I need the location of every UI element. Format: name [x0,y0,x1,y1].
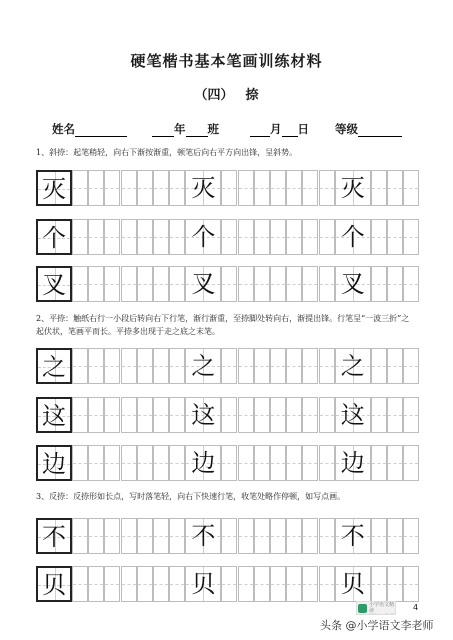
practice-cell [371,397,387,433]
practice-cell [270,219,286,255]
practice-row [36,219,413,255]
practice-cell [137,266,153,302]
model-character: 不 [191,522,216,550]
practice-cell [221,219,237,255]
model-character-box [335,445,371,481]
practice-cell [169,219,185,255]
practice-cell [302,397,318,433]
practice-cell [137,566,153,602]
practice-cell [169,518,185,554]
practice-cell [286,266,302,302]
practice-cell [221,266,237,302]
page-title: 硬笔楷书基本笔画训练材料 [130,52,323,70]
practice-row [36,348,413,384]
practice-cell [387,219,403,255]
practice-cell [169,266,185,302]
practice-cell [72,445,88,481]
subtitle-number: （四） [194,88,234,103]
practice-cell [121,348,137,384]
model-character: 贝 [42,571,66,599]
practice-cell [169,397,185,433]
practice-cell [104,518,120,554]
practice-cell [153,566,169,602]
page-subtitle [0,84,453,103]
model-character: 灭 [340,174,365,202]
practice-cell [221,348,237,384]
year-label: 年 [174,122,186,136]
section-instruction: 3、反捺：反捺形如长点，写时落笔轻，向右下快速行笔，收笔处略作停顿，如写点画。 [36,492,346,501]
practice-cell [121,170,137,206]
practice-cell [387,266,403,302]
practice-cell [121,566,137,602]
practice-cell [137,445,153,481]
watermark-icon [358,604,367,613]
practice-cell [137,348,153,384]
practice-cell [371,445,387,481]
practice-cell [153,518,169,554]
practice-cell [88,170,104,206]
practice-cell [137,518,153,554]
practice-cell [319,518,335,554]
practice-cell [121,518,137,554]
practice-cell [153,348,169,384]
practice-cell [72,566,88,602]
practice-cell [88,518,104,554]
practice-cell [153,266,169,302]
watermark-badge [356,601,396,615]
practice-cell [286,397,302,433]
model-character: 叉 [340,270,365,298]
practice-cell [403,266,419,302]
practice-cell [88,348,104,384]
model-character-box [335,170,371,206]
year-field [152,121,219,137]
model-character-box [185,518,221,554]
practice-cell [403,445,419,481]
practice-cell [254,566,270,602]
section-instruction: 1、斜捺：起笔稍轻，向右下渐按渐重，顿笔后向右平方向出锋，呈斜势。 [36,148,298,157]
grade-field [335,121,402,137]
practice-cell [302,219,318,255]
practice-cell [371,518,387,554]
model-character-box [335,219,371,255]
practice-cell [72,266,88,302]
practice-cell [302,445,318,481]
model-character-box [335,518,371,554]
practice-cell [403,170,419,206]
model-character: 不 [42,523,66,551]
practice-cell [88,266,104,302]
model-character: 个 [42,224,66,252]
practice-cell [254,518,270,554]
model-character: 边 [42,450,66,478]
practice-cell [319,170,335,206]
practice-cell [302,348,318,384]
practice-cell [387,397,403,433]
practice-cell [319,219,335,255]
practice-cell [72,397,88,433]
practice-cell [254,266,270,302]
practice-cell [319,397,335,433]
practice-cell [286,518,302,554]
practice-cell [137,219,153,255]
practice-cell [104,219,120,255]
model-character-box [36,219,72,255]
practice-cell [104,348,120,384]
model-character-box [185,219,221,255]
name-blank [75,123,127,137]
model-character-box [335,266,371,302]
day-blank [282,123,298,137]
practice-cell [371,348,387,384]
practice-cell [88,219,104,255]
page-number: 4 [413,603,419,612]
practice-cell [387,445,403,481]
practice-cell [302,566,318,602]
practice-cell [270,445,286,481]
practice-cell [371,566,387,602]
practice-cell [286,170,302,206]
practice-cell [104,170,120,206]
model-character-box [36,518,72,554]
model-character-box [185,397,221,433]
name-field [52,121,127,137]
model-character: 贝 [191,570,216,598]
month-label: 月 [270,122,282,136]
grade-label: 等级 [335,122,358,136]
practice-cell [319,566,335,602]
practice-cell [403,518,419,554]
model-character-box [36,266,72,302]
practice-cell [238,219,254,255]
practice-cell [221,170,237,206]
watermark-line2 [369,614,395,615]
practice-row [36,170,413,206]
practice-cell [238,266,254,302]
model-character: 之 [191,352,216,380]
model-character-box [185,445,221,481]
model-character: 之 [340,352,365,380]
practice-cell [270,397,286,433]
practice-cell [238,518,254,554]
practice-cell [72,348,88,384]
practice-cell [88,445,104,481]
practice-cell [72,518,88,554]
practice-cell [319,266,335,302]
practice-cell [371,170,387,206]
practice-cell [238,348,254,384]
practice-cell [238,445,254,481]
practice-cell [121,445,137,481]
model-character: 边 [340,449,365,477]
grade-blank [358,123,402,137]
practice-cell [387,518,403,554]
practice-cell [270,348,286,384]
practice-cell [270,566,286,602]
practice-row [36,518,413,554]
practice-row [36,445,413,481]
practice-cell [387,348,403,384]
class-blank [186,123,208,137]
practice-cell [169,170,185,206]
model-character: 之 [42,353,66,381]
model-character-box [335,397,371,433]
source-credit: 头条 @小学语文李老师 [320,619,434,632]
practice-cell [88,566,104,602]
practice-cell [104,566,120,602]
practice-cell [254,397,270,433]
practice-cell [221,445,237,481]
practice-cell [137,170,153,206]
practice-cell [254,445,270,481]
practice-cell [286,348,302,384]
practice-cell [302,170,318,206]
model-character: 不 [340,522,365,550]
model-character: 叉 [191,270,216,298]
practice-cell [153,170,169,206]
practice-cell [403,566,419,602]
model-character: 灭 [42,175,66,203]
practice-cell [270,266,286,302]
practice-cell [169,566,185,602]
practice-cell [387,566,403,602]
practice-cell [403,348,419,384]
practice-cell [270,518,286,554]
practice-cell [238,170,254,206]
practice-cell [302,266,318,302]
model-character-box [335,566,371,602]
practice-cell [169,348,185,384]
practice-cell [319,445,335,481]
model-character-box [185,348,221,384]
practice-cell [153,445,169,481]
practice-cell [371,219,387,255]
model-character: 灭 [191,174,216,202]
model-character: 这 [191,401,216,429]
model-character-box [335,348,371,384]
model-character: 个 [340,223,365,251]
practice-cell [238,566,254,602]
practice-cell [121,397,137,433]
practice-cell [302,518,318,554]
practice-cell [104,266,120,302]
model-character-box [36,566,72,602]
practice-cell [153,219,169,255]
practice-cell [169,445,185,481]
practice-cell [153,397,169,433]
practice-cell [371,266,387,302]
practice-cell [286,566,302,602]
model-character-box [185,266,221,302]
student-info-line [52,121,412,137]
subtitle-stroke: 捺 [245,88,259,103]
model-character-box [185,170,221,206]
practice-row [36,566,413,602]
practice-cell [254,348,270,384]
date-field [250,121,309,137]
model-character-box [36,397,72,433]
practice-row [36,397,413,433]
month-blank [250,123,270,137]
practice-cell [72,219,88,255]
practice-cell [221,397,237,433]
name-label: 姓名 [52,122,75,136]
year-blank [152,123,174,137]
practice-cell [286,445,302,481]
practice-cell [72,170,88,206]
class-label: 班 [207,122,219,136]
day-label: 日 [297,122,309,136]
practice-cell [403,397,419,433]
practice-cell [221,518,237,554]
model-character: 个 [191,223,216,251]
model-character: 这 [340,401,365,429]
model-character: 边 [191,449,216,477]
practice-cell [104,445,120,481]
model-character-box [185,566,221,602]
practice-cell [88,397,104,433]
model-character: 叉 [42,271,66,299]
model-character-box [36,170,72,206]
model-character-box [36,445,72,481]
practice-cell [286,219,302,255]
practice-cell [254,219,270,255]
model-character: 这 [42,402,66,430]
practice-row [36,266,413,302]
model-character: 贝 [340,570,365,598]
practice-cell [319,348,335,384]
practice-cell [238,397,254,433]
practice-cell [221,566,237,602]
watermark-line1: 小学语文精读 [369,602,395,614]
practice-cell [403,219,419,255]
practice-cell [121,219,137,255]
practice-cell [137,397,153,433]
practice-cell [121,266,137,302]
practice-cell [254,170,270,206]
practice-cell [104,397,120,433]
practice-cell [270,170,286,206]
section-instruction: 2、平捺：触纸右行一小段后转向右下行笔，渐行渐重，至捺脚处转向右，渐提出锋。行笔呈“一波三折”之起伏状，笔画平而长。平捺多出现于走之底之末笔。 [36,314,410,336]
model-character-box [36,348,72,384]
practice-cell [387,170,403,206]
